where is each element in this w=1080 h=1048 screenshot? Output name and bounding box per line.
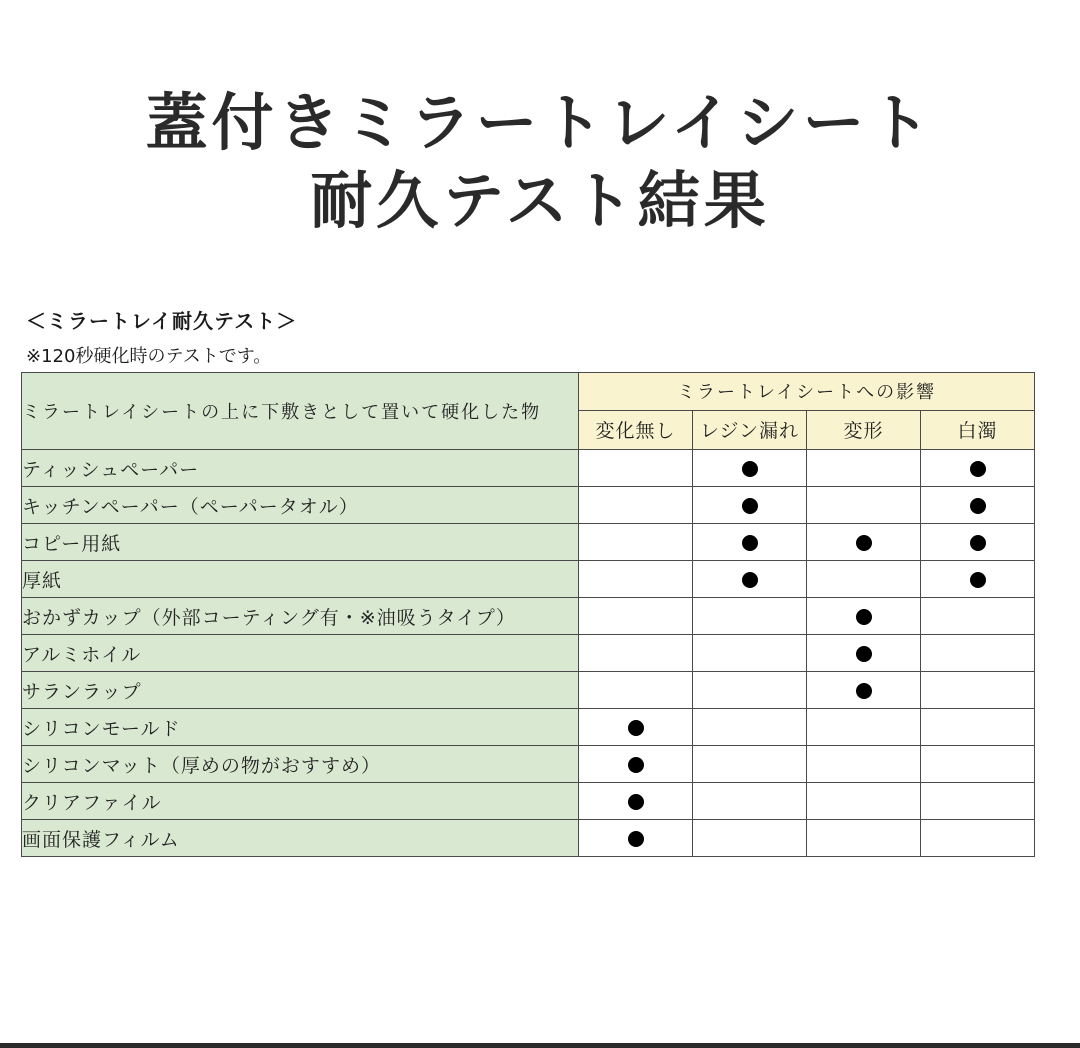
cell-no-change <box>579 709 693 746</box>
section-note: ※120秒硬化時のテストです。 <box>26 346 272 367</box>
cell-deformation <box>807 672 921 709</box>
result-dot-icon <box>970 498 986 514</box>
result-dot-icon <box>628 831 644 847</box>
cell-no-change <box>579 487 693 524</box>
result-dot-icon <box>742 572 758 588</box>
table-row <box>22 672 1035 709</box>
cell-deformation <box>807 561 921 598</box>
column-header-deformation: 変形 <box>807 410 921 449</box>
row-item-label: 厚紙 <box>22 561 579 598</box>
table-row <box>22 820 1035 857</box>
cell-clouding <box>921 487 1035 524</box>
column-header-resin-leak: レジン漏れ <box>693 410 807 449</box>
result-dot-icon <box>970 535 986 551</box>
cell-no-change <box>579 524 693 561</box>
cell-no-change <box>579 450 693 487</box>
result-dot-icon <box>856 683 872 699</box>
cell-resin-leak <box>693 783 807 820</box>
cell-resin-leak <box>693 487 807 524</box>
result-dot-icon <box>970 572 986 588</box>
row-item-label: サランラップ <box>22 672 579 709</box>
cell-clouding <box>921 635 1035 672</box>
cell-no-change <box>579 561 693 598</box>
table-row <box>22 598 1035 635</box>
cell-resin-leak <box>693 524 807 561</box>
cell-no-change <box>579 746 693 783</box>
row-item-label: キッチンペーパー（ペーパータオル） <box>22 487 579 524</box>
cell-clouding <box>921 783 1035 820</box>
cell-clouding <box>921 561 1035 598</box>
cell-clouding <box>921 598 1035 635</box>
effect-group-header: ミラートレイシートへの影響 <box>579 373 1035 411</box>
table-row <box>22 561 1035 598</box>
table-row <box>22 635 1035 672</box>
bottom-divider <box>0 1043 1080 1048</box>
table-body <box>22 450 1035 857</box>
cell-no-change <box>579 635 693 672</box>
cell-clouding <box>921 709 1035 746</box>
table-header-row <box>22 373 1035 411</box>
cell-deformation <box>807 820 921 857</box>
table-row <box>22 524 1035 561</box>
item-column-header: ミラートレイシートの上に下敷きとして置いて硬化した物 <box>22 373 579 450</box>
table-row <box>22 487 1035 524</box>
table-row <box>22 746 1035 783</box>
result-dot-icon <box>628 757 644 773</box>
cell-clouding <box>921 450 1035 487</box>
cell-deformation <box>807 524 921 561</box>
row-item-label: シリコンマット（厚めの物がおすすめ） <box>22 746 579 783</box>
cell-resin-leak <box>693 635 807 672</box>
cell-deformation <box>807 450 921 487</box>
cell-resin-leak <box>693 820 807 857</box>
cell-resin-leak <box>693 598 807 635</box>
result-dot-icon <box>628 794 644 810</box>
row-item-label: アルミホイル <box>22 635 579 672</box>
result-dot-icon <box>742 461 758 477</box>
page-title-line-2: 耐久テスト結果 <box>310 164 770 237</box>
column-header-no-change: 変化無し <box>579 410 693 449</box>
result-dot-icon <box>856 609 872 625</box>
row-item-label: クリアファイル <box>22 783 579 820</box>
result-dot-icon <box>628 720 644 736</box>
cell-deformation <box>807 598 921 635</box>
row-item-label: コピー用紙 <box>22 524 579 561</box>
table-row <box>22 709 1035 746</box>
row-item-label: おかずカップ（外部コーティング有・※油吸うタイプ） <box>22 598 579 635</box>
cell-clouding <box>921 820 1035 857</box>
cell-resin-leak <box>693 709 807 746</box>
result-dot-icon <box>856 646 872 662</box>
cell-clouding <box>921 672 1035 709</box>
cell-no-change <box>579 783 693 820</box>
cell-no-change <box>579 598 693 635</box>
results-table <box>21 372 1035 857</box>
cell-resin-leak <box>693 561 807 598</box>
section-heading: ＜ミラートレイ耐久テスト＞ <box>26 309 298 333</box>
table-row <box>22 783 1035 820</box>
column-header-clouding: 白濁 <box>921 410 1035 449</box>
cell-resin-leak <box>693 672 807 709</box>
result-dot-icon <box>856 535 872 551</box>
cell-clouding <box>921 524 1035 561</box>
page-title-line-1: 蓋付きミラートレイシート <box>145 86 935 159</box>
cell-deformation <box>807 487 921 524</box>
cell-no-change <box>579 672 693 709</box>
row-item-label: シリコンモールド <box>22 709 579 746</box>
cell-deformation <box>807 746 921 783</box>
result-dot-icon <box>970 461 986 477</box>
cell-deformation <box>807 709 921 746</box>
cell-clouding <box>921 746 1035 783</box>
cell-resin-leak <box>693 450 807 487</box>
result-dot-icon <box>742 498 758 514</box>
result-dot-icon <box>742 535 758 551</box>
cell-resin-leak <box>693 746 807 783</box>
row-item-label: 画面保護フィルム <box>22 820 579 857</box>
cell-deformation <box>807 783 921 820</box>
cell-deformation <box>807 635 921 672</box>
row-item-label: ティッシュペーパー <box>22 450 579 487</box>
cell-no-change <box>579 820 693 857</box>
table-row <box>22 450 1035 487</box>
